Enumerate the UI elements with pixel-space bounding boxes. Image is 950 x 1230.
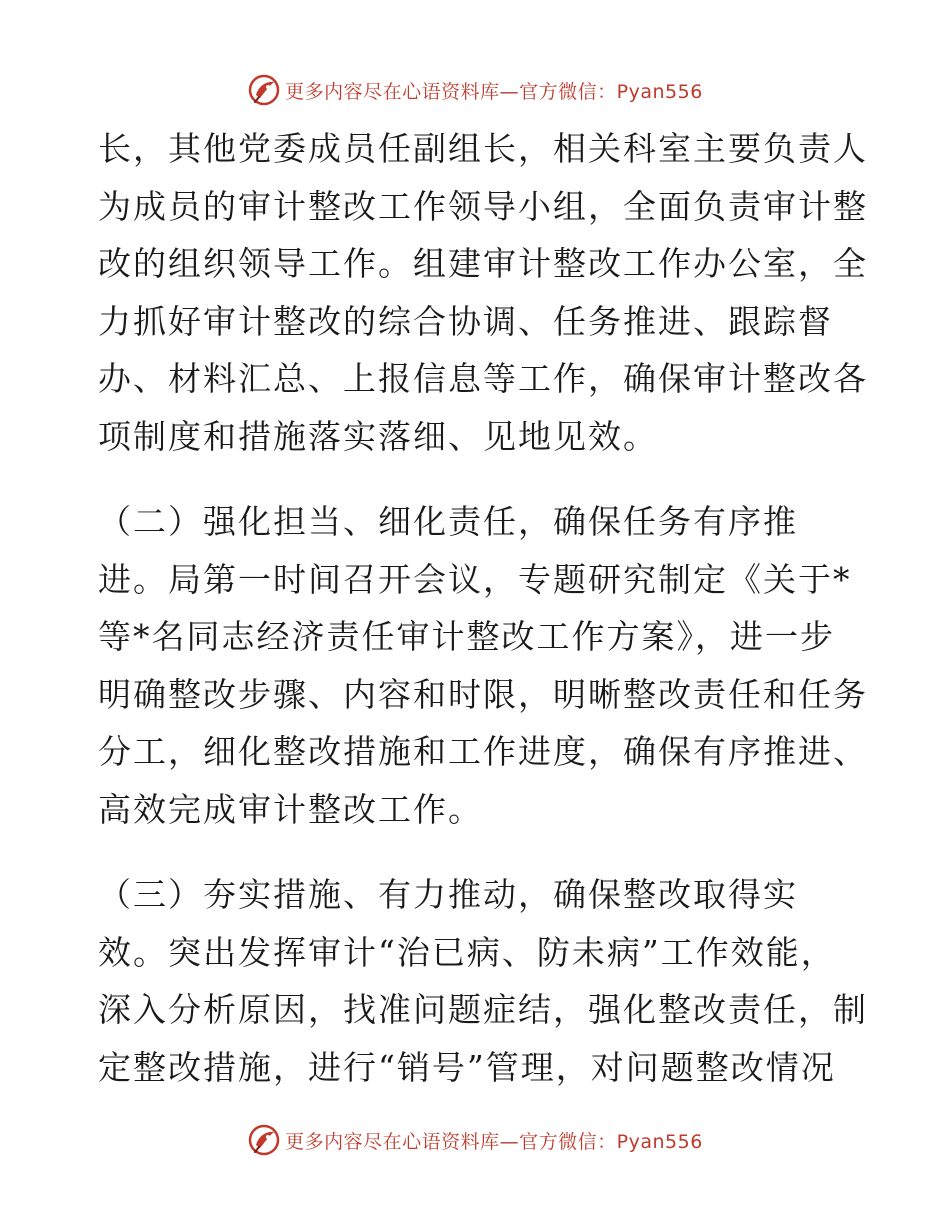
text-line: 定整改措施，进行“销号”管理，对问题整改情况 <box>98 1047 836 1087</box>
banner-text: 更多内容尽在心语资料库—官方微信：Pyan556 <box>285 80 703 103</box>
paragraph-3 <box>98 866 868 1096</box>
text-line: 为成员的审计整改工作领导小组，全面负责审计整 <box>98 186 868 226</box>
text-line: （三）夯实措施、有力推动，确保整改取得实 <box>98 875 798 914</box>
banner-text: 更多内容尽在心语资料库—官方微信：Pyan556 <box>285 1130 703 1153</box>
document-body <box>98 120 868 1124</box>
text-line: 改的组织领导工作。组建审计整改工作办公室，全 <box>98 244 868 283</box>
text-line: 项制度和措施落实落细、见地见效。 <box>98 416 658 456</box>
brand-logo-icon <box>247 73 281 107</box>
text-line: 办、材料汇总、上报信息等工作，确保审计整改各 <box>98 359 868 398</box>
text-line: 力抓好审计整改的综合协调、任务推进、跟踪督 <box>98 301 833 341</box>
text-line: 长，其他党委成员任副组长，相关科室主要负责人 <box>98 129 868 168</box>
brand-logo-icon <box>247 1123 281 1157</box>
text-line: 深入分析原因，找准问题症结，强化整改责任，制 <box>98 990 868 1029</box>
text-line: 明确整改步骤、内容和时限，明晰整改责任和任务 <box>98 674 868 714</box>
text-line: 效。突出发挥审计“治已病、防未病”工作效能， <box>98 932 836 972</box>
text-line: 分工，细化整改措施和工作进度，确保有序推进、 <box>98 732 868 771</box>
paragraph-1 <box>98 120 868 465</box>
text-line: 等*名同志经济责任审计整改工作方案》，进一步 <box>98 617 835 656</box>
paragraph-2 <box>98 493 868 838</box>
footer-watermark-banner <box>0 1120 950 1160</box>
text-line: （二）强化担当、细化责任，确保任务有序推 <box>98 502 798 541</box>
text-line: 进。局第一时间召开会议，专题研究制定《关于* <box>98 559 852 599</box>
text-line: 高效完成审计整改工作。 <box>98 789 483 829</box>
header-watermark-banner <box>0 70 950 110</box>
